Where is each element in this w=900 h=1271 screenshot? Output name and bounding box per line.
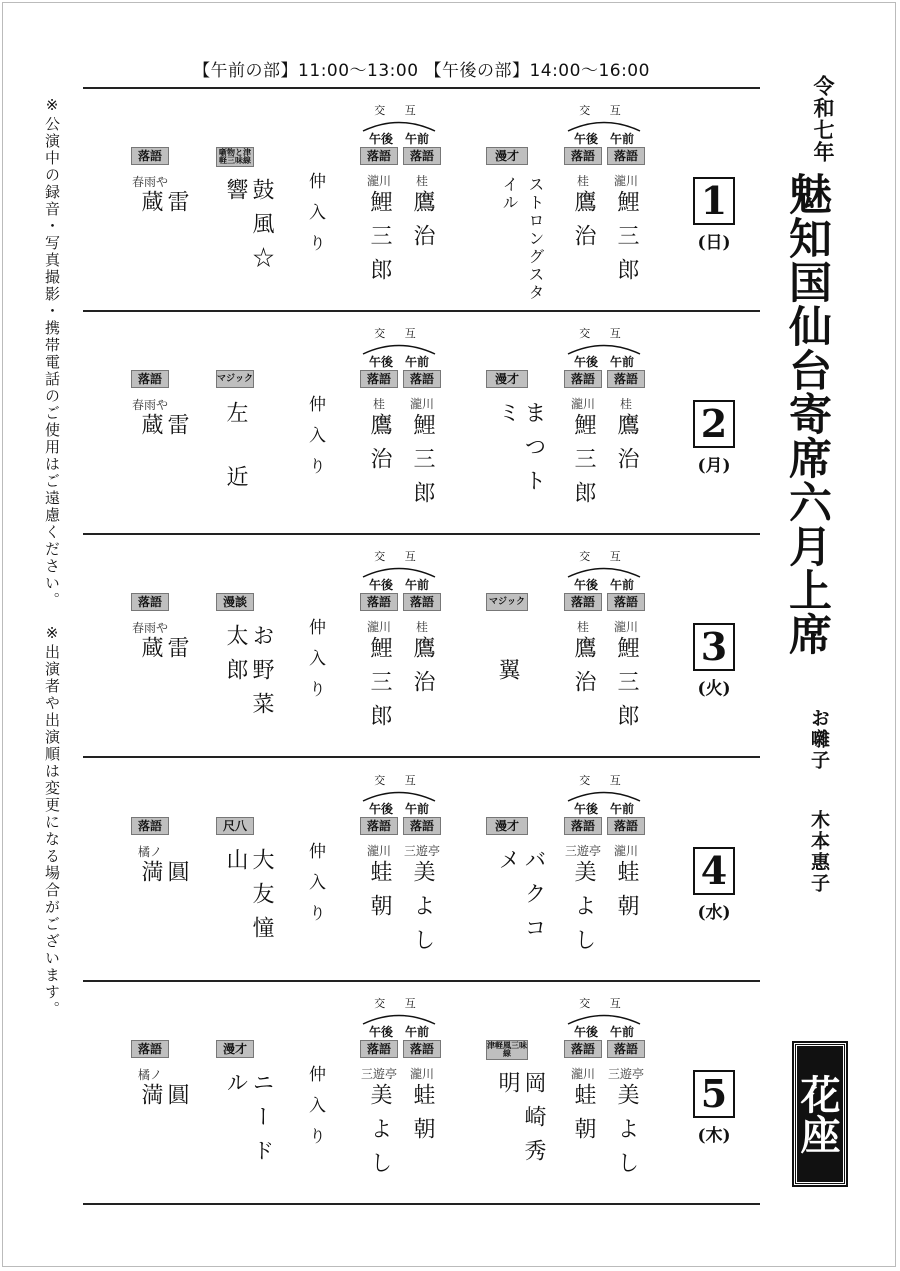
genre-tag: 落語 bbox=[360, 1040, 398, 1058]
day-of-week: (月) bbox=[697, 456, 731, 476]
day-number: 1 bbox=[693, 177, 735, 225]
am-pm-labels bbox=[356, 800, 442, 817]
genre-tag: 落語 bbox=[360, 147, 398, 165]
day-row bbox=[83, 313, 760, 535]
genre-tag: 落語 bbox=[564, 370, 602, 388]
day-number: 2 bbox=[693, 400, 735, 448]
house-name: 瀧川 bbox=[409, 397, 434, 411]
house-name: 瀧川 bbox=[613, 620, 638, 634]
genre-tag: 落語 bbox=[131, 817, 169, 835]
nakairi-label: 仲入り bbox=[305, 395, 325, 488]
genre-tag: 落語 bbox=[564, 593, 602, 611]
day-number: 4 bbox=[693, 847, 735, 895]
nakairi-label: 仲入り bbox=[305, 172, 325, 265]
divider bbox=[83, 1203, 760, 1205]
day-of-week: (木) bbox=[697, 1126, 731, 1146]
divider bbox=[83, 87, 760, 89]
day-of-week: (水) bbox=[697, 903, 731, 923]
house-name: 桂 bbox=[415, 620, 428, 634]
performer-name: 鷹治 bbox=[367, 413, 392, 481]
title-main-block bbox=[780, 172, 838, 656]
genre-tag: 落語 bbox=[607, 1040, 645, 1058]
performer-name: 鯉三郎 bbox=[367, 636, 392, 738]
genre-tag: 落語 bbox=[403, 370, 441, 388]
pm-label: 午後 bbox=[573, 132, 598, 146]
name-prefix: 春雨や bbox=[131, 175, 168, 189]
divider bbox=[83, 533, 760, 535]
genre-tag: 落語 bbox=[564, 1040, 602, 1058]
alternate-label: 交 互 bbox=[374, 550, 424, 563]
alternate-block bbox=[561, 325, 647, 370]
genre-tag: 落語 bbox=[607, 817, 645, 835]
name-prefix: 春雨や bbox=[131, 621, 168, 635]
house-name: 瀧川 bbox=[366, 174, 391, 188]
pm-label: 午後 bbox=[368, 578, 393, 592]
alternate-block bbox=[356, 995, 442, 1040]
genre-tag: 漫談 bbox=[216, 593, 254, 611]
genre-tag: 尺八 bbox=[216, 817, 254, 835]
performer-name: 鯉三郎 bbox=[367, 190, 392, 292]
genre-tag: 落語 bbox=[607, 147, 645, 165]
genre-tag: 落語 bbox=[360, 370, 398, 388]
alternate-block bbox=[356, 772, 442, 817]
performer-name: 圓満 bbox=[138, 1083, 189, 1147]
alternate-block bbox=[356, 102, 442, 147]
genre-tag: 落語 bbox=[403, 147, 441, 165]
alternate-label: 交 互 bbox=[374, 104, 424, 117]
am-pm-labels bbox=[561, 1023, 647, 1040]
performer-name: 蛙朝 bbox=[614, 860, 639, 928]
genre-tag: 落語 bbox=[607, 593, 645, 611]
am-label: 午前 bbox=[610, 578, 635, 592]
name-prefix: 橘ノ bbox=[137, 1068, 162, 1082]
alternate-label: 交 互 bbox=[374, 327, 424, 340]
pm-label: 午後 bbox=[368, 1025, 393, 1039]
title-block bbox=[780, 75, 838, 163]
day-row bbox=[83, 90, 760, 312]
am-pm-labels bbox=[561, 576, 647, 593]
house-name: 三遊亭 bbox=[403, 844, 440, 858]
performer-name: 美よし bbox=[410, 860, 435, 962]
genre-tag: 漫才 bbox=[486, 147, 528, 165]
pm-label: 午後 bbox=[573, 802, 598, 816]
alternate-label: 交 互 bbox=[579, 774, 629, 787]
performer-name: 鷹治 bbox=[571, 190, 596, 258]
house-name: 瀧川 bbox=[613, 174, 638, 188]
performer-name: 左近 bbox=[223, 401, 248, 529]
performer-name: バクコメ bbox=[495, 848, 546, 950]
performer-name: 蛙朝 bbox=[367, 860, 392, 928]
performer-name: 鯉三郎 bbox=[614, 190, 639, 292]
genre-tag: 落語 bbox=[131, 147, 169, 165]
house-name: 瀧川 bbox=[613, 844, 638, 858]
name-prefix: 春雨や bbox=[131, 398, 168, 412]
genre-tag: 落語 bbox=[564, 817, 602, 835]
alternate-block bbox=[561, 548, 647, 593]
am-label: 午前 bbox=[405, 1025, 430, 1039]
alternate-label: 交 互 bbox=[374, 997, 424, 1010]
performer-name: 鷹治 bbox=[410, 636, 435, 704]
house-name: 瀧川 bbox=[409, 1067, 434, 1081]
day-number: 3 bbox=[693, 623, 735, 671]
performer-name: 鷹治 bbox=[571, 636, 596, 704]
am-pm-labels bbox=[356, 576, 442, 593]
divider bbox=[83, 980, 760, 982]
title-year: 令和七年 bbox=[811, 75, 836, 163]
am-label: 午前 bbox=[405, 802, 430, 816]
pm-label: 午後 bbox=[573, 1025, 598, 1039]
day-row bbox=[83, 760, 760, 982]
performer-name: 蛙朝 bbox=[410, 1083, 435, 1151]
performer-name: ストロングスタイル bbox=[500, 176, 545, 302]
genre-tag: 津軽風三味線 bbox=[487, 1041, 527, 1058]
genre-tag: 漫才 bbox=[486, 817, 528, 835]
genre-tag: 漫才 bbox=[486, 370, 528, 388]
nakairi-label: 仲入り bbox=[305, 842, 325, 935]
genre-tag: 落語 bbox=[403, 593, 441, 611]
genre-tag: マジック bbox=[216, 370, 254, 388]
performer-name: 鯉三郎 bbox=[410, 413, 435, 515]
am-pm-labels bbox=[356, 353, 442, 370]
am-label: 午前 bbox=[610, 132, 635, 146]
genre-tag: 落語 bbox=[360, 593, 398, 611]
house-name: 瀧川 bbox=[570, 1067, 595, 1081]
pm-label: 午後 bbox=[368, 132, 393, 146]
alternate-label: 交 互 bbox=[579, 327, 629, 340]
performer-name: 鯉三郎 bbox=[614, 636, 639, 738]
am-label: 午前 bbox=[405, 355, 430, 369]
performer-name: 岡崎秀明 bbox=[495, 1071, 546, 1173]
alternate-block bbox=[561, 995, 647, 1040]
am-label: 午前 bbox=[610, 355, 635, 369]
alternate-block bbox=[356, 325, 442, 370]
performer-name: 雷蔵 bbox=[138, 413, 189, 477]
am-pm-labels bbox=[561, 130, 647, 147]
alternate-block bbox=[561, 772, 647, 817]
performer-name: 鼓風☆響 bbox=[223, 178, 274, 280]
performer-name: 翼 bbox=[495, 658, 520, 692]
performer-name: 雷蔵 bbox=[138, 190, 189, 254]
genre-tag: 落語 bbox=[131, 370, 169, 388]
pm-label: 午後 bbox=[573, 578, 598, 592]
pm-label: 午後 bbox=[368, 355, 393, 369]
house-name: 三遊亭 bbox=[360, 1067, 397, 1081]
house-name: 桂 bbox=[372, 397, 385, 411]
nakairi-label: 仲入り bbox=[305, 1065, 325, 1158]
pm-label: 午後 bbox=[368, 802, 393, 816]
day-of-week: (火) bbox=[697, 679, 731, 699]
house-name: 瀧川 bbox=[570, 397, 595, 411]
house-name: 三遊亭 bbox=[564, 844, 601, 858]
hayashi-label: お囃子 bbox=[808, 708, 830, 771]
am-label: 午前 bbox=[610, 1025, 635, 1039]
performer-name: 美よし bbox=[367, 1083, 392, 1185]
performer-name: 鷹治 bbox=[410, 190, 435, 258]
day-number: 5 bbox=[693, 1070, 735, 1118]
performer-name: 美よし bbox=[614, 1083, 639, 1185]
performer-name: 美よし bbox=[571, 860, 596, 962]
genre-tag: 落語 bbox=[131, 1040, 169, 1058]
hayashi-name: 木本惠子 bbox=[808, 810, 830, 894]
pm-label: 午後 bbox=[573, 355, 598, 369]
genre-tag: 漫才 bbox=[216, 1040, 254, 1058]
performer-name: 蛙朝 bbox=[571, 1083, 596, 1151]
alternate-block bbox=[561, 102, 647, 147]
performer-name: まつトミ bbox=[495, 401, 546, 503]
genre-tag: 噺物と津軽三味線 bbox=[216, 147, 254, 167]
house-name: 桂 bbox=[576, 174, 589, 188]
performer-name: ニードル bbox=[223, 1071, 274, 1173]
nakairi-label: 仲入り bbox=[305, 618, 325, 711]
genre-tag: 落語 bbox=[607, 370, 645, 388]
alternate-block bbox=[356, 548, 442, 593]
note-recording: ※公演中の録音・写真撮影・携帯電話のご使用はご遠慮ください。 bbox=[43, 96, 61, 609]
performer-name: お野菜太郎 bbox=[223, 624, 274, 726]
am-label: 午前 bbox=[610, 802, 635, 816]
note-changes: ※出演者や出演順は変更になる場合がございます。 bbox=[43, 624, 61, 1018]
am-label: 午前 bbox=[405, 132, 430, 146]
house-name: 桂 bbox=[619, 397, 632, 411]
am-label: 午前 bbox=[405, 578, 430, 592]
house-name: 桂 bbox=[415, 174, 428, 188]
genre-tag: 落語 bbox=[131, 593, 169, 611]
performer-name: 圓満 bbox=[138, 860, 189, 924]
house-name: 三遊亭 bbox=[607, 1067, 644, 1081]
alternate-label: 交 互 bbox=[579, 550, 629, 563]
divider bbox=[83, 756, 760, 758]
hanaza-logo: 花座 bbox=[794, 1043, 846, 1185]
genre-tag: 落語 bbox=[564, 147, 602, 165]
page-title: 魅知国仙台寄席六月上席 bbox=[782, 172, 832, 656]
house-name: 瀧川 bbox=[366, 620, 391, 634]
day-of-week: (日) bbox=[697, 233, 731, 253]
alternate-label: 交 互 bbox=[374, 774, 424, 787]
genre-tag: マジック bbox=[486, 593, 528, 611]
genre-tag: 落語 bbox=[403, 1040, 441, 1058]
am-pm-labels bbox=[356, 130, 442, 147]
divider bbox=[83, 310, 760, 312]
am-pm-labels bbox=[356, 1023, 442, 1040]
day-row bbox=[83, 983, 760, 1205]
day-row bbox=[83, 536, 760, 758]
am-pm-labels bbox=[561, 353, 647, 370]
schedule-header: 【午前の部】11:00〜13:00 【午後の部】14:00〜16:00 bbox=[193, 61, 650, 81]
genre-tag: 落語 bbox=[360, 817, 398, 835]
performer-name: 鷹治 bbox=[614, 413, 639, 481]
house-name: 瀧川 bbox=[366, 844, 391, 858]
performer-name: 雷蔵 bbox=[138, 636, 189, 700]
house-name: 桂 bbox=[576, 620, 589, 634]
genre-tag: 落語 bbox=[403, 817, 441, 835]
am-pm-labels bbox=[561, 800, 647, 817]
alternate-label: 交 互 bbox=[579, 997, 629, 1010]
alternate-label: 交 互 bbox=[579, 104, 629, 117]
name-prefix: 橘ノ bbox=[137, 845, 162, 859]
performer-name: 大友憧山 bbox=[223, 848, 274, 950]
performer-name: 鯉三郎 bbox=[571, 413, 596, 515]
